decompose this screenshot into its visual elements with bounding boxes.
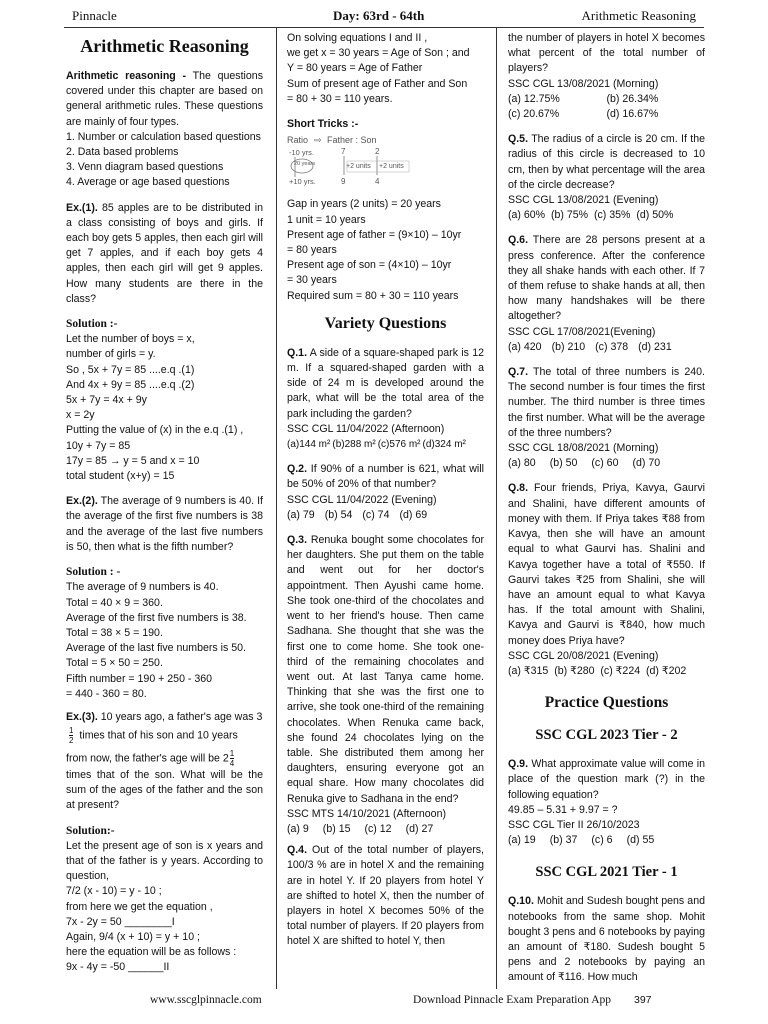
- header-rule: [64, 27, 704, 28]
- svg-text:+10 yrs.: +10 yrs.: [289, 177, 316, 187]
- option: (d) 69: [399, 508, 428, 521]
- question-8: [508, 481, 705, 648]
- option: (a) 9: [287, 822, 309, 835]
- solution-line: The average of 9 numbers is 40.: [66, 581, 219, 594]
- solution-line: So , 5x + 7y = 85 ....e.q .(1): [66, 363, 195, 376]
- question-4: [287, 843, 484, 949]
- solution-1: [66, 332, 263, 484]
- question-label: Q.2.: [287, 463, 308, 476]
- chapter-title: Arithmetic Reasoning: [80, 36, 249, 56]
- option: (a)144 m²: [287, 439, 331, 451]
- header-day: Day: 63rd - 64th: [333, 8, 425, 23]
- svg-text:7: 7: [341, 147, 346, 157]
- option: (b) 37: [549, 834, 578, 847]
- trick-line: Present age of son = (4×10) – 10yr: [287, 259, 452, 272]
- question-7: [508, 365, 705, 441]
- solution-line: Again, 9/4 (x + 10) = y + 10 ;: [66, 930, 200, 943]
- question-label: Q.5.: [508, 133, 529, 146]
- column-3: [508, 31, 705, 986]
- solution-line: number of girls = y.: [66, 348, 156, 361]
- example-text: 10 years ago, a father's age was 3: [97, 710, 263, 723]
- intro-paragraph: [66, 69, 263, 130]
- question-label: Q.10.: [508, 895, 534, 908]
- solution-heading: Solution :-: [66, 318, 118, 331]
- solution-line: Total = 38 × 5 = 190.: [66, 626, 163, 639]
- solution-line: 7x - 2y = 50 ________I: [66, 915, 175, 928]
- header-brand: Pinnacle: [72, 8, 117, 23]
- option: (a) 19: [508, 834, 536, 847]
- example-3: [66, 708, 263, 814]
- question-text: The radius of a circle is 20 cm. If the radius of this circle is decreased to 10 cm, then by what percentage will the area of the circle decrease?: [508, 133, 705, 191]
- option: (c) 12: [364, 822, 392, 835]
- fraction: $\frac{1}{4}$: [229, 748, 235, 768]
- type-item: 1. Number or calculation based questions: [66, 130, 261, 143]
- option: (b) 54: [324, 508, 353, 521]
- type-item: 4. Average or age based questions: [66, 176, 230, 189]
- fraction: $\frac{1}{2}$: [69, 725, 74, 745]
- solution-line: from here we get the equation ,: [66, 900, 213, 913]
- question-source: SSC CGL 18/08/2021 (Morning): [508, 442, 659, 455]
- solution-line: Let the number of boys = x,: [66, 333, 195, 346]
- tier2-title: SSC CGL 2023 Tier - 2: [535, 727, 678, 744]
- svg-text:+2 units: +2 units: [379, 163, 404, 171]
- question-label: Q.8.: [508, 482, 529, 495]
- options: (a) ₹315 (b) ₹280 (c) ₹224 (d) ₹202: [508, 664, 687, 677]
- option: (b)288 m²: [332, 439, 376, 451]
- question-text: Four friends, Priya, Kavya, Gaurvi and Shalini, have different amounts of money with them. If Priya takes ₹88 from Kavya, then she will have an amount equal to what Gaurvi has. Shalini and Kavya together have a total of ₹550. If Gaurvi takes ₹25 from Shalini, she will have an amount equal to what Kavya has. If the total amount with Shalini, Kavya and Gaurvi is ₹840, how much money does Priya have?: [508, 482, 705, 647]
- question-source: SSC CGL 17/08/2021(Evening): [508, 325, 656, 338]
- question-label: Q.7.: [508, 366, 529, 379]
- options: (a) 60% (b) 75% (c) 35% (d) 50%: [508, 209, 674, 222]
- trick-line: = 30 years: [287, 274, 337, 287]
- question-source: SSC CGL 13/08/2021 (Evening): [508, 194, 659, 207]
- solution-line: Y = 80 years = Age of Father: [287, 62, 423, 75]
- header-chapter: Arithmetic Reasoning: [581, 8, 696, 23]
- option: (a) 420: [508, 340, 542, 353]
- options: [508, 833, 705, 848]
- options: [508, 340, 705, 355]
- page-number: 397: [634, 994, 652, 1006]
- question-source: SSC CGL 11/04/2022 (Afternoon): [287, 422, 445, 435]
- question-label: Q.4.: [287, 844, 308, 857]
- solution-line: = 80 + 30 = 110 years.: [287, 92, 393, 105]
- solution-line: Average of the last five numbers is 50.: [66, 642, 246, 655]
- example-label: Ex.(1).: [66, 201, 98, 214]
- question-source: SSC CGL 20/08/2021 (Evening): [508, 649, 659, 662]
- option: (b) 50: [549, 457, 578, 470]
- trick-line: Gap in years (2 units) = 20 years: [287, 198, 441, 211]
- example-text: times that of the son. What will be the sum of the ages of the father and the son at present?: [66, 768, 263, 812]
- svg-text:+2 units: +2 units: [346, 163, 371, 171]
- solution-3: [66, 839, 263, 976]
- trick-line: Present age of father = (9×10) – 10yr: [287, 228, 462, 241]
- solution-line: Fifth number = 190 + 250 - 360: [66, 672, 213, 685]
- trick-line: 1 unit = 10 years: [287, 213, 366, 226]
- question-4-cont: the number of players in hotel X becomes what percent of the total number of players?: [508, 32, 705, 75]
- question-text: Renuka bought some chocolates for her daughters. She put them on the table and went out for her doctor's appointment. Then Ayushi came home. She took one-third of the chocolates and went to her friend's house. Then came Sadhana. She thought that she was the first one to come home. She took one-third of the remaining chocolates and went out. At last Tanya came home. Thinking that she was the first one to arrive, she took one-third of the remaining chocolates. When Renuka came back, she found 24 chocolates lying on the table. She distributed them among her daughters, ensuring everyone got an equal share. How many chocolates did Renuka give to Sadhana in the end?: [287, 534, 484, 805]
- practice-title: Practice Questions: [544, 694, 669, 712]
- option: (d) 70: [632, 457, 661, 470]
- option: (c) 60: [591, 457, 619, 470]
- option: (d) 27: [405, 822, 434, 835]
- option: (a) 12.75%: [508, 92, 560, 105]
- option: (b) 210: [551, 340, 586, 353]
- solution-line: Let the present age of son is x years and that of the father is y years. According to question,: [66, 839, 263, 883]
- arrow-icon: ⇨: [314, 136, 322, 147]
- option: (d)324 m²: [422, 439, 466, 451]
- question-6: [508, 233, 705, 324]
- option: (b) 15: [322, 822, 351, 835]
- options: [287, 508, 484, 523]
- equation: 49.85 – 5.31 + 9.97 = ?: [508, 803, 618, 816]
- solution-line: Sum of present age of Father and Son: [287, 77, 468, 90]
- solution-line: 17y = 85 → y = 5 and x = 10: [66, 454, 200, 467]
- options: [508, 107, 705, 122]
- solution-line: 10y + 7y = 85: [66, 439, 131, 452]
- question-source: SSC CGL Tier II 26/10/2023: [508, 818, 640, 831]
- short-tricks-heading: Short Tricks :-: [287, 118, 359, 131]
- question-5: [508, 132, 705, 193]
- option: (c)576 m²: [377, 439, 421, 451]
- question-label: Q.9.: [508, 758, 529, 771]
- question-text: What approximate value will come in place of the question mark (?) in the following equation?: [508, 758, 705, 801]
- option: (d) 16.67%: [606, 108, 659, 121]
- question-text: A side of a square-shaped park is 12 m. If a squared-shaped garden with a side of 24 m is developed around the park, what will be the total area of the park including the garden?: [287, 346, 484, 420]
- option: (c) 74: [362, 508, 390, 521]
- option: (c) 378: [595, 340, 629, 353]
- solution-line: Average of the first five numbers is 38.: [66, 611, 247, 624]
- question-text: Out of the total number of players, 100/3 % are in hotel X and the remaining are in hotel Y. If 20 players from hotel Y are shifted to hotel X, then the number of players in hotel X becomes 50% of the total number of players. If 20 players from hotel X are shifted to hotel Y, then: [287, 844, 484, 948]
- trick-line: Required sum = 80 + 30 = 110 years: [287, 289, 459, 302]
- option: (b) 26.34%: [606, 92, 659, 105]
- solution-line: we get x = 30 years = Age of Son ; and: [287, 47, 470, 60]
- solution-line: Total = 5 × 50 = 250.: [66, 657, 163, 670]
- ratio-diagram: [287, 134, 417, 186]
- option: (a) 80: [508, 457, 536, 470]
- svg-text:9: 9: [341, 177, 346, 187]
- column-divider: [276, 27, 277, 989]
- example-text: 85 apples are to be distributed in a class consisting of boys and girls. If each boy gets 5 apples, then each girl will get 7 apples, and if each boy gets 4 apples, then each girl will get 9 apples. How many students are there in the class?: [66, 201, 263, 305]
- example-1: [66, 201, 263, 307]
- option: (a) 79: [287, 508, 315, 521]
- question-text: There are 28 persons present at a press conference. After the conference they all shake hands with each other. If 7 of them refuse to shake hands at all, then how many handshakes will be there altogether?: [508, 234, 705, 323]
- question-3: [287, 533, 484, 807]
- example-text: from now, the father's age will be 2: [66, 752, 229, 765]
- footer-website[interactable]: www.sscglpinnacle.com: [150, 994, 262, 1006]
- question-2: [287, 462, 484, 492]
- question-10: [508, 894, 705, 985]
- type-list: [66, 130, 263, 191]
- example-2: [66, 494, 263, 555]
- svg-text:-10 yrs.: -10 yrs.: [289, 148, 315, 158]
- option: (c) 6: [591, 834, 613, 847]
- solution-heading: Solution : -: [66, 566, 121, 579]
- example-label: Ex.(3).: [66, 710, 98, 723]
- question-label: Q.6.: [508, 234, 529, 247]
- type-item: 3. Venn diagram based questions: [66, 161, 224, 174]
- solution-line: Total = 40 × 9 = 360.: [66, 596, 163, 609]
- column-2: [287, 31, 484, 950]
- variety-title: Variety Questions: [324, 314, 447, 332]
- option: (d) 55: [626, 834, 655, 847]
- svg-text:20 years: 20 years: [294, 161, 316, 168]
- solution-line: And 4x + 9y = 85 ....e.q .(2): [66, 378, 195, 391]
- question-source: SSC MTS 14/10/2021 (Afternoon): [287, 807, 446, 820]
- options: [508, 456, 705, 471]
- column-1: [66, 31, 263, 976]
- trick-steps: [287, 197, 484, 303]
- solution-line: On solving equations I and II ,: [287, 32, 428, 44]
- solution-line: 5x + 7y = 4x + 9y: [66, 394, 147, 407]
- options: [287, 822, 484, 837]
- solution-line: = 440 - 360 = 80.: [66, 687, 147, 700]
- page-header: [0, 6, 768, 26]
- solution-line: 9x - 4y = -50 ______II: [66, 961, 170, 974]
- question-text: The total of three numbers is 240. The second number is four times the first number. The third number is three times the first number. What will be the average of the three numbers?: [508, 366, 705, 439]
- solution-2: [66, 580, 263, 702]
- footer-app: Download Pinnacle Exam Preparation App: [413, 994, 612, 1006]
- options: [508, 92, 705, 107]
- question-text: Mohit and Sudesh bought pens and notebooks from the same shop. Mohit bought 3 pens and 6 notebooks by paying an amount of ₹180. Sudesh bought 5 pens and 2 notebooks by paying an amount of ₹116. How much: [508, 895, 705, 984]
- options: [287, 437, 484, 452]
- solution-line: total student (x+y) = 15: [66, 470, 175, 483]
- intro-text: The questions covered under this chapter are based on general arithmetic rules. These questions are mainly of four types.: [66, 70, 263, 128]
- solution-line: x = 2y: [66, 409, 95, 422]
- example-text: The average of 9 numbers is 40. If the average of the first five numbers is 38 and the average of the last five numbers is 50, then what is the fifth number?: [66, 495, 263, 553]
- solution-3-cont: [287, 31, 484, 107]
- solution-line: Putting the value of (x) in the e.q .(1) ,: [66, 424, 244, 437]
- option: (c) 20.67%: [508, 108, 560, 121]
- ratio-label: Ratio: [287, 135, 309, 146]
- question-label: Q.3.: [287, 534, 308, 547]
- column-divider: [496, 27, 497, 989]
- svg-text:4: 4: [375, 177, 380, 187]
- question-1: [287, 346, 484, 422]
- question-source: SSC CGL 13/08/2021 (Morning): [508, 77, 659, 90]
- question-9: [508, 757, 705, 803]
- question-label: Q.1.: [287, 346, 308, 359]
- svg-text:2: 2: [375, 147, 380, 157]
- example-label: Ex.(2).: [66, 495, 98, 508]
- ratio-parties: Father : Son: [327, 135, 377, 146]
- tier1-title: SSC CGL 2021 Tier - 1: [535, 864, 678, 881]
- type-item: 2. Data based problems: [66, 146, 179, 159]
- solution-line: here the equation will be as follows :: [66, 946, 237, 959]
- trick-line: = 80 years: [287, 244, 337, 257]
- solution-line: 7/2 (x - 10) = y - 10 ;: [66, 885, 162, 898]
- option: (d) 231: [638, 340, 672, 353]
- example-text: times that of his son and 10 years: [76, 729, 238, 742]
- intro-bold: Arithmetic reasoning -: [66, 70, 187, 82]
- question-source: SSC CGL 11/04/2022 (Evening): [287, 493, 437, 506]
- solution-heading: Solution:-: [66, 824, 115, 837]
- question-text: If 90% of a number is 621, what will be 50% of 20% of that number?: [287, 463, 484, 491]
